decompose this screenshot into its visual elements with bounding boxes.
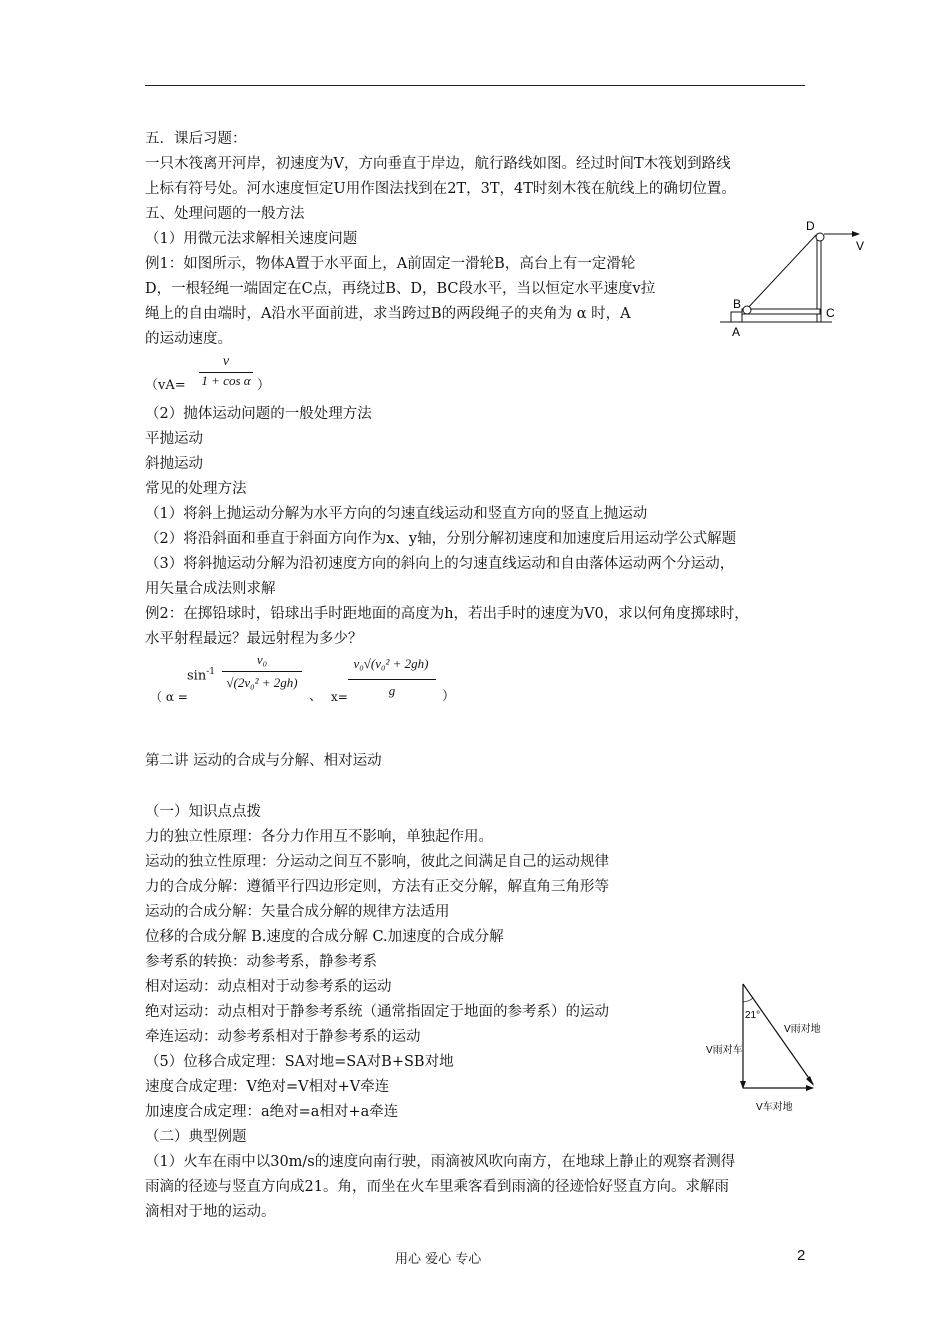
page-number: 2 xyxy=(797,1247,806,1264)
label-c: C xyxy=(826,306,835,320)
text-line: 参考系的转换：动参考系，静参考系 xyxy=(145,954,377,970)
text-line: 例2：在掷铅球时，铅球出手时距地面的高度为h，若出手时的速度为V0，求以何角度掷球时， xyxy=(145,606,749,622)
rope-bc xyxy=(742,309,820,314)
footer-text: 用心 爱心 专心 xyxy=(395,1252,482,1267)
arcsin-label: $\sin^{-1}$ xyxy=(187,667,215,684)
arrow-head xyxy=(852,231,860,237)
header-rule xyxy=(145,85,805,86)
fraction-bar xyxy=(222,671,302,672)
text-line: 相对运动：动点相对于动参考系的运动 xyxy=(145,979,392,995)
text-line: 用矢量合成法则求解 xyxy=(145,581,276,597)
fraction-numerator: v₀ xyxy=(256,652,268,667)
label-rain-train: V雨对车 xyxy=(706,1045,743,1056)
text-line: （5）位移合成定理：SA对地=SA对B+SB对地 xyxy=(145,1054,454,1070)
label-b: B xyxy=(733,297,742,311)
label-v: V xyxy=(856,239,865,253)
text-line: 例1：如图所示，物体A置于水平面上，A前固定一滑轮B，高台上有一定滑轮 xyxy=(145,256,636,272)
text-line: 运动的合成分解：矢量合成分解的规律方法适用 xyxy=(145,904,450,920)
text-line: 常见的处理方法 xyxy=(145,481,247,497)
text-line: （一）知识点点拨 xyxy=(145,804,261,820)
rain-vector-figure xyxy=(700,980,850,1120)
pulley-figure xyxy=(720,218,870,348)
text-line: 牵连运动：动参考系相对于静参考系的运动 xyxy=(145,1029,421,1045)
text-line: （1）用微元法求解相关速度问题 xyxy=(145,231,358,247)
label-a: A xyxy=(732,325,741,339)
pulley-b xyxy=(743,306,751,314)
angle-arc xyxy=(743,998,753,1002)
text-line: 速度合成定理：V绝对=V相对+V牵连 xyxy=(145,1079,390,1095)
text-line: D，一根轻绳一端固定在C点，再绕过B、D，BC段水平，当以恒定水平速度v拉 xyxy=(145,281,656,297)
label-train-ground: V车对地 xyxy=(756,1102,793,1113)
text-line: 运动的独立性原理：分运动之间互不影响，彼此之间满足自己的运动规律 xyxy=(145,854,609,870)
text-line: 水平射程最远？最远射程为多少？ xyxy=(145,631,363,647)
text-line: 绝对运动：动点相对于静参考系统（通常指固定于地面的参考系）的运动 xyxy=(145,1004,609,1020)
text-line: 上标有符号处。河水速度恒定U用作图法找到在2T，3T，4T时刻木筏在航线上的确切位置。 xyxy=(145,181,736,197)
text-line: （1）将斜上抛运动分解为水平方向的匀速直线运动和竖直方向的竖直上抛运动 xyxy=(145,506,648,522)
text-line: 平抛运动 xyxy=(145,431,203,447)
text-line: 绳上的自由端时，A沿水平面前进，求当跨过B的两段绳子的夹角为 α 时，A xyxy=(145,306,631,322)
fraction-denominator: √(2v₀² + 2gh) xyxy=(226,675,298,690)
angle-label: 21° xyxy=(745,1010,761,1021)
text-line: 滴相对于地的运动。 xyxy=(145,1204,276,1220)
text-line: 位移的合成分解 B.速度的合成分解 C.加速度的合成分解 xyxy=(145,929,504,945)
label-d: D xyxy=(806,219,815,233)
text-line: 一只木筏离开河岸，初速度为V，方向垂直于岸边，航行路线如图。经过时间T木筏划到路线 xyxy=(145,156,731,172)
text-line: （1）火车在雨中以30m/s的速度向南行驶，雨滴被风吹向南方，在地球上静止的观察者测得 xyxy=(145,1154,736,1170)
text-line: （2）将沿斜面和垂直于斜面方向作为x、y轴，分别分解初速度和加速度后用运动学公式解题 xyxy=(145,531,737,547)
text-line: 力的合成分解：遵循平行四边形定则，方法有正交分解，解直角三角形等 xyxy=(145,879,609,895)
rope-bd xyxy=(746,235,816,310)
fraction-bar xyxy=(348,679,436,680)
section-heading: 第二讲 运动的合成与分解、相对运动 xyxy=(145,753,382,769)
text-line: 雨滴的径迹与竖直方向成21。角，而坐在火车里乘客看到雨滴的径迹恰好竖直方向。求解雨 xyxy=(145,1179,729,1195)
text-line: 斜抛运动 xyxy=(145,456,203,472)
text-line: 五、处理问题的一般方法 xyxy=(145,206,305,222)
block-a xyxy=(731,312,742,322)
text-line: 力的独立性原理：各分力作用互不影响，单独起作用。 xyxy=(145,829,493,845)
text-line: 加速度合成定理：a绝对=a相对+a牵连 xyxy=(145,1104,399,1120)
fraction-denominator: g xyxy=(388,683,396,698)
text-line: （3）将斜抛运动分解为沿初速度方向的斜向上的匀速直线运动和自由落体运动两个分运动， xyxy=(145,556,735,572)
text-line: 五．课后习题： xyxy=(145,131,247,147)
text-line: 的运动速度。 xyxy=(145,331,232,347)
fraction-denominator: 1 + cos α xyxy=(201,373,251,388)
fraction-numerator: v xyxy=(222,354,230,369)
fraction-numerator: v₀√(v₀² + 2gh) xyxy=(353,656,429,671)
text-line: （二）典型例题 xyxy=(145,1129,247,1145)
pulley-d xyxy=(816,233,824,241)
label-rain-ground: V雨对地 xyxy=(784,1024,821,1035)
text-line: （2）抛体运动问题的一般处理方法 xyxy=(145,406,372,422)
